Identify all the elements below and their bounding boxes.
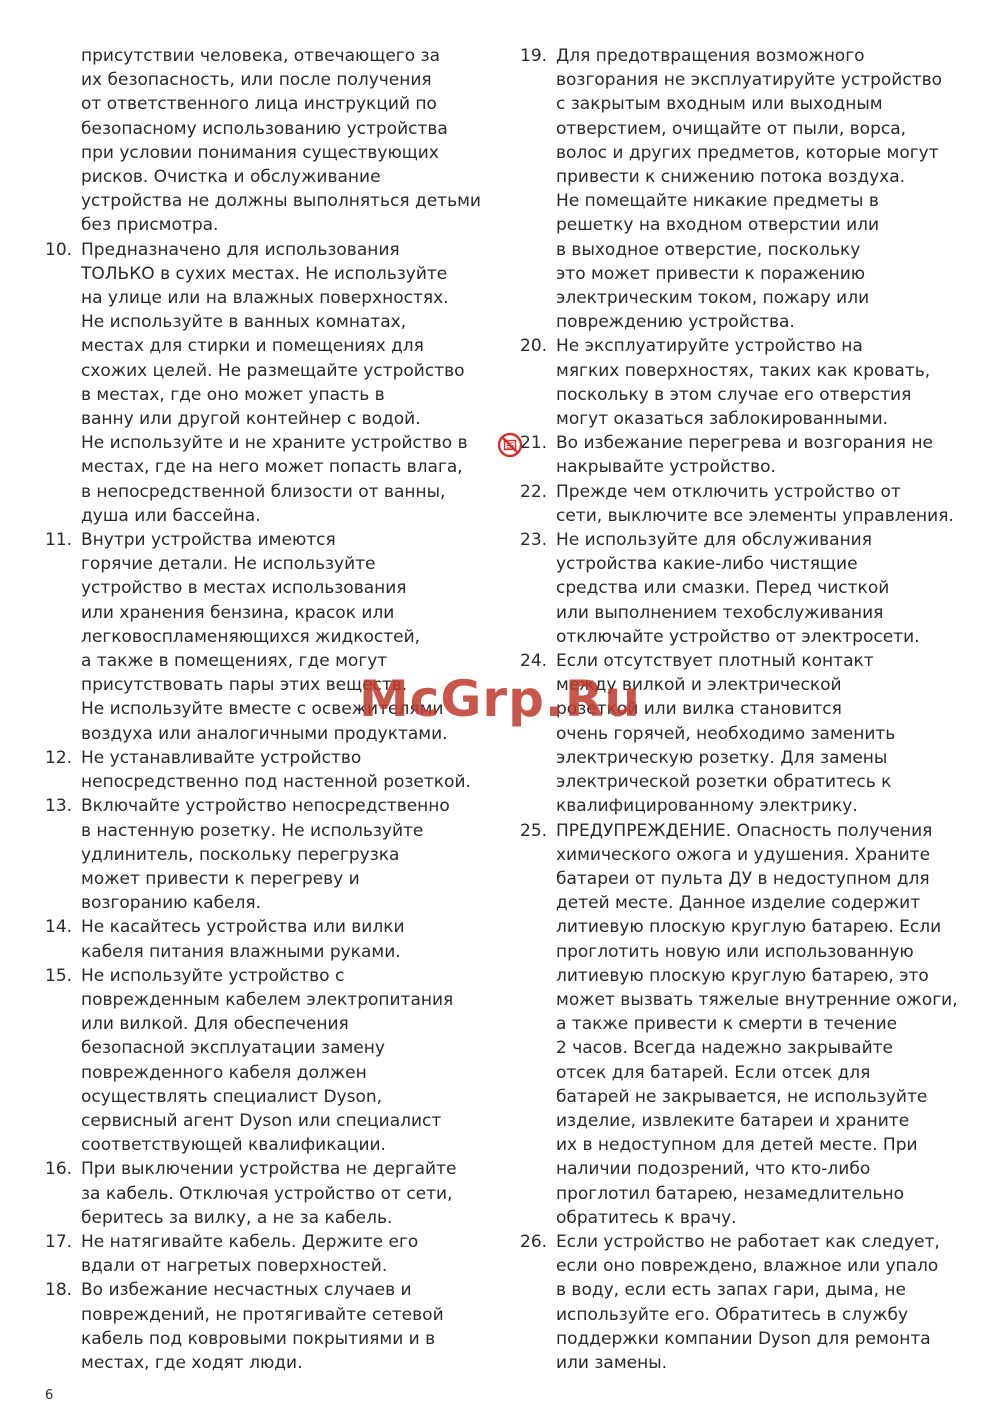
item-number: 18. bbox=[45, 1280, 73, 1301]
item-number: 13. bbox=[45, 796, 73, 817]
item-text: Для предотвращения возможного возгорания не эксплуатируйте устройство с закрытым входным или выходным отверстием, очищайте от пыли, ворса, волос и других предметов, которые могут привести к снижению потока воздуха. Не помещайте никакие предметы в решетку на входном отверстии или в выходное отверстие, поскольку это может привести к поражению электрическим током, пожару или повреждению устройства. bbox=[556, 46, 943, 333]
item-text: Не используйте устройство с поврежденным кабелем электропитания или вилкой. Для обеспечения безопасной эксплуатации замену поврежденного кабеля должен осуществлять специалист Dyson, сервисный агент Dyson или специалист соответствующей квалификации. bbox=[81, 965, 454, 1156]
continuation-text: присутствии человека, отвечающего за их безопасность, или после получения от ответственного лица инструкций по безопасному использованию устройства при условии понимания существующих рисков. Очистка и обслуживание устройства не должны выполняться детьми без присмотра. bbox=[81, 46, 481, 236]
item-text: Не касайтесь устройства или вилки кабеля питания влажными руками. bbox=[81, 917, 405, 962]
item-number: 26. bbox=[520, 1231, 548, 1252]
item-text: Не устанавливайте устройство непосредственно под настенной розеткой. bbox=[81, 747, 471, 793]
list-item bbox=[520, 480, 960, 528]
list-item bbox=[45, 915, 485, 963]
item-text: Если отсутствует плотный контакт между вилкой и электрической розеткой или вилка становится очень горячей, необходимо заменить электрическую розетку. Для замены электрической розетки обратитесь к квалифицированному электрику. bbox=[556, 651, 896, 817]
item-number: 24. bbox=[520, 651, 548, 672]
item-number: 21. bbox=[520, 433, 548, 454]
item-number: 20. bbox=[520, 336, 548, 357]
list-item bbox=[520, 44, 960, 334]
item-number: 12. bbox=[45, 747, 73, 768]
item-number: 23. bbox=[520, 530, 548, 551]
item-text: Во избежание перегрева и возгорания не накрывайте устройство. bbox=[556, 433, 933, 478]
list-item bbox=[45, 1157, 485, 1230]
page-number: 6 bbox=[45, 1388, 54, 1403]
list-item bbox=[45, 238, 485, 528]
list-item bbox=[45, 746, 485, 794]
do-not-cover-icon bbox=[497, 432, 523, 458]
item-number: 14. bbox=[45, 917, 73, 938]
list-item bbox=[520, 431, 960, 479]
list-item bbox=[520, 1230, 960, 1375]
item-text: Не эксплуатируйте устройство на мягких поверхностях, таких как кровать, поскольку в этом случае его отверстия могут оказаться заблокированными. bbox=[556, 336, 931, 430]
item-text: Прежде чем отключить устройство от сети, выключите все элементы управления. bbox=[556, 481, 954, 526]
list-item bbox=[45, 794, 485, 915]
item-number: 19. bbox=[520, 46, 548, 66]
item-number: 16. bbox=[45, 1159, 73, 1180]
list-item bbox=[520, 819, 960, 1230]
item-number: 17. bbox=[45, 1231, 73, 1252]
watermark: McGrp.Ru bbox=[359, 670, 641, 728]
list-item bbox=[45, 1230, 485, 1278]
item-text: Не используйте для обслуживания устройства какие-либо чистящие средства или смазки. Перед чисткой или выполнением техобслуживания отключайте устройство от электросети. bbox=[556, 530, 920, 647]
item-text: Внутри устройства имеются горячие детали. Не используйте устройство в местах использования или хранения бензина, красок или легковоспламеняющихся жидкостей, а также в помещениях, где могут присутствовать пары этих веществ. Не используйте вместе с освежителями воздуха или аналогичными продуктами. bbox=[81, 530, 448, 744]
item-number: 11. bbox=[45, 530, 73, 551]
item-text: Не натягивайте кабель. Держите его вдали от нагретых поверхностей. bbox=[81, 1231, 419, 1277]
list-item bbox=[520, 334, 960, 431]
list-item bbox=[520, 528, 960, 649]
list-item bbox=[45, 964, 485, 1158]
item-text: ПРЕДУПРЕЖДЕНИЕ. Опасность получения химического ожога и удушения. Храните батареи от пульта ДУ в недоступном для детей месте. Данное изделие содержит литиевую плоскую круглую батарею. Если проглотить новую или использованную литиевую плоскую круглую батарею, это может вызвать тяжелые внутренние ожоги, а также привести к смерти в течение 2 часов. Всегда надежно закрывайте отсек для батарей. Если отсек для батарей не закрывается, не используйте изделие, извлеките батареи и храните их в недоступном для детей месте. При наличии подозрений, что кто-либо проглотил батарею, незамедлительно обратитесь к врачу. bbox=[556, 820, 958, 1228]
item-text: Если устройство не работает как следует, если оно повреждено, влажное или упало в воду, если есть запах гари, дыма, не используйте его. Обратитесь в службу поддержки компании Dyson для ремонта или замены. bbox=[556, 1231, 940, 1373]
item-text: При выключении устройства не дергайте за кабель. Отключая устройство от сети, беритесь за вилку, а не за кабель. bbox=[81, 1159, 457, 1228]
item-number: 10. bbox=[45, 239, 73, 260]
item-number: 25. bbox=[520, 820, 548, 841]
item-number: 22. bbox=[520, 481, 548, 502]
item-text: Включайте устройство непосредственно в настенную розетку. Не используйте удлинитель, поскольку перегрузка может привести к перегреву и возгоранию кабеля. bbox=[81, 796, 450, 914]
item-number: 15. bbox=[45, 965, 73, 986]
item-text: Во избежание несчастных случаев и повреждений, не протягивайте сетевой кабель под ковровыми покрытиями и в местах, где ходят люди. bbox=[81, 1280, 444, 1373]
list-item bbox=[45, 1278, 485, 1375]
item-text: Предназначено для использования ТОЛЬКО в сухих местах. Не используйте на улице или на влажных поверхностях. Не используйте в ванных комнатах, местах для стирки и помещениях для схожих целей. Не размещайте устройство в местах, где оно может упасть в ванну или другой контейнер с водой. Не используйте и не храните устройство в местах, где на него может попасть влага, в непосредственной близости от ванны, душа или бассейна. bbox=[81, 239, 468, 526]
